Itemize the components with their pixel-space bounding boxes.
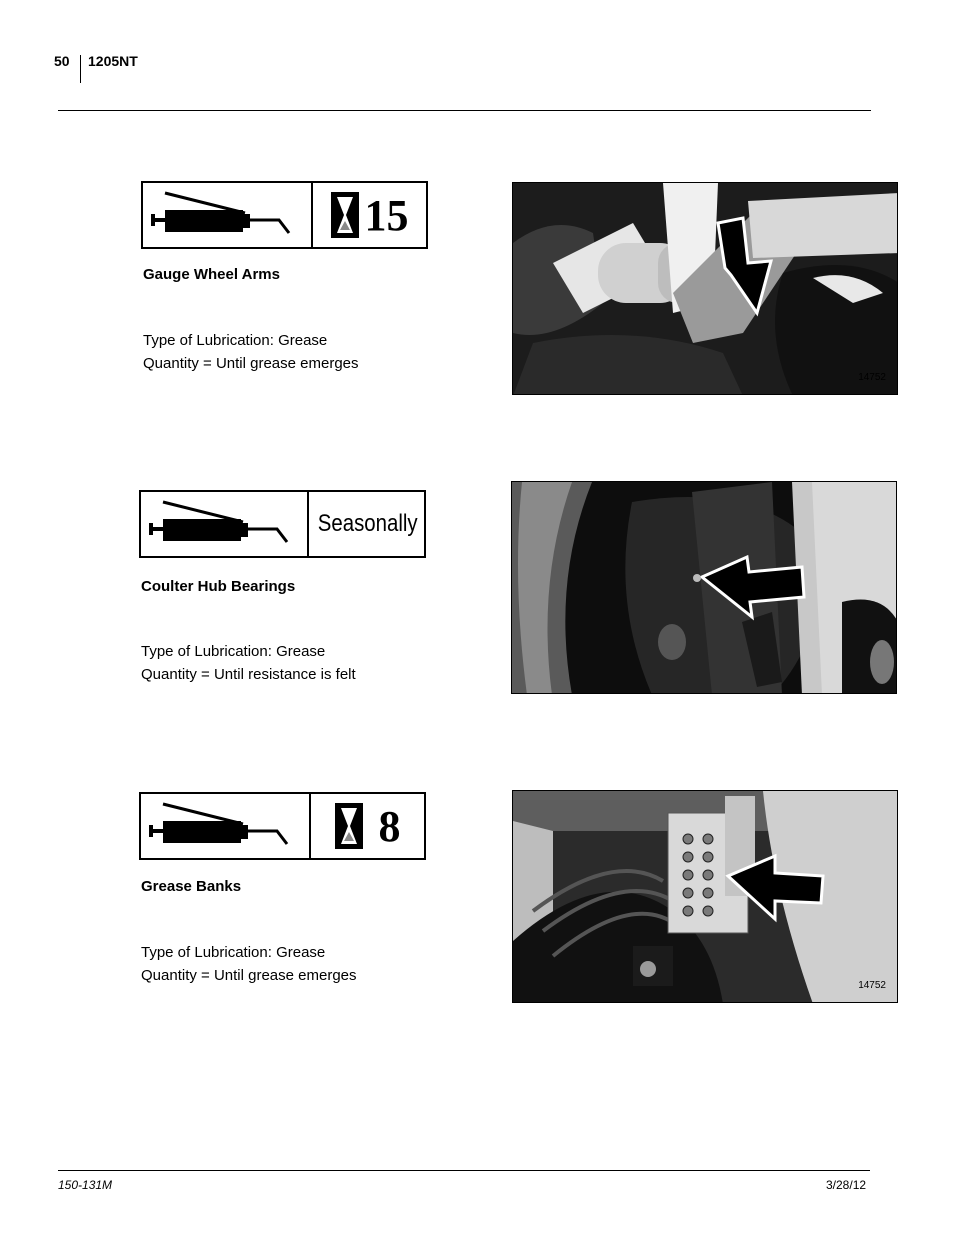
revision-date: 3/28/12 xyxy=(826,1178,867,1192)
lubrication-quantity: Quantity = Until grease emerges xyxy=(143,355,359,372)
lubrication-type: Type of Lubrication: Grease xyxy=(141,643,326,660)
grease-gun-icon xyxy=(141,794,311,858)
model-name: 1205NT xyxy=(88,53,138,69)
section-title: Gauge Wheel Arms xyxy=(143,266,280,283)
hourglass-icon xyxy=(331,192,359,238)
grease-gun-icon xyxy=(143,183,313,247)
interval-seasonally: Seasonally xyxy=(317,510,418,537)
lubrication-icon-box xyxy=(139,792,426,860)
section-title: Coulter Hub Bearings xyxy=(141,578,296,595)
document-number: 150-131M xyxy=(58,1178,113,1192)
lubrication-type: Type of Lubrication: Grease xyxy=(143,332,328,349)
lubrication-icon-box xyxy=(141,181,428,249)
grease-gun-icon xyxy=(141,492,309,556)
grease-bank-photo xyxy=(512,790,898,1003)
figure-number: 14752 xyxy=(858,980,886,991)
hourglass-icon xyxy=(335,803,363,849)
footer-rule xyxy=(58,1170,870,1171)
gauge-wheel-arm-photo xyxy=(512,182,898,395)
lubrication-quantity: Quantity = Until grease emerges xyxy=(141,967,357,984)
section-title: Grease Banks xyxy=(141,878,242,895)
figure-number: 14752 xyxy=(858,372,886,383)
interval-hours: 15 xyxy=(364,190,409,240)
coulter-hub-photo xyxy=(511,481,897,694)
lubrication-quantity: Quantity = Until resistance is felt xyxy=(141,666,356,683)
header-divider xyxy=(80,55,81,83)
lubrication-icon-box xyxy=(139,490,426,558)
lubrication-type: Type of Lubrication: Grease xyxy=(141,944,326,961)
header-rule xyxy=(58,110,871,111)
page-number: 50 xyxy=(54,53,70,69)
interval-hours: 8 xyxy=(378,801,401,851)
